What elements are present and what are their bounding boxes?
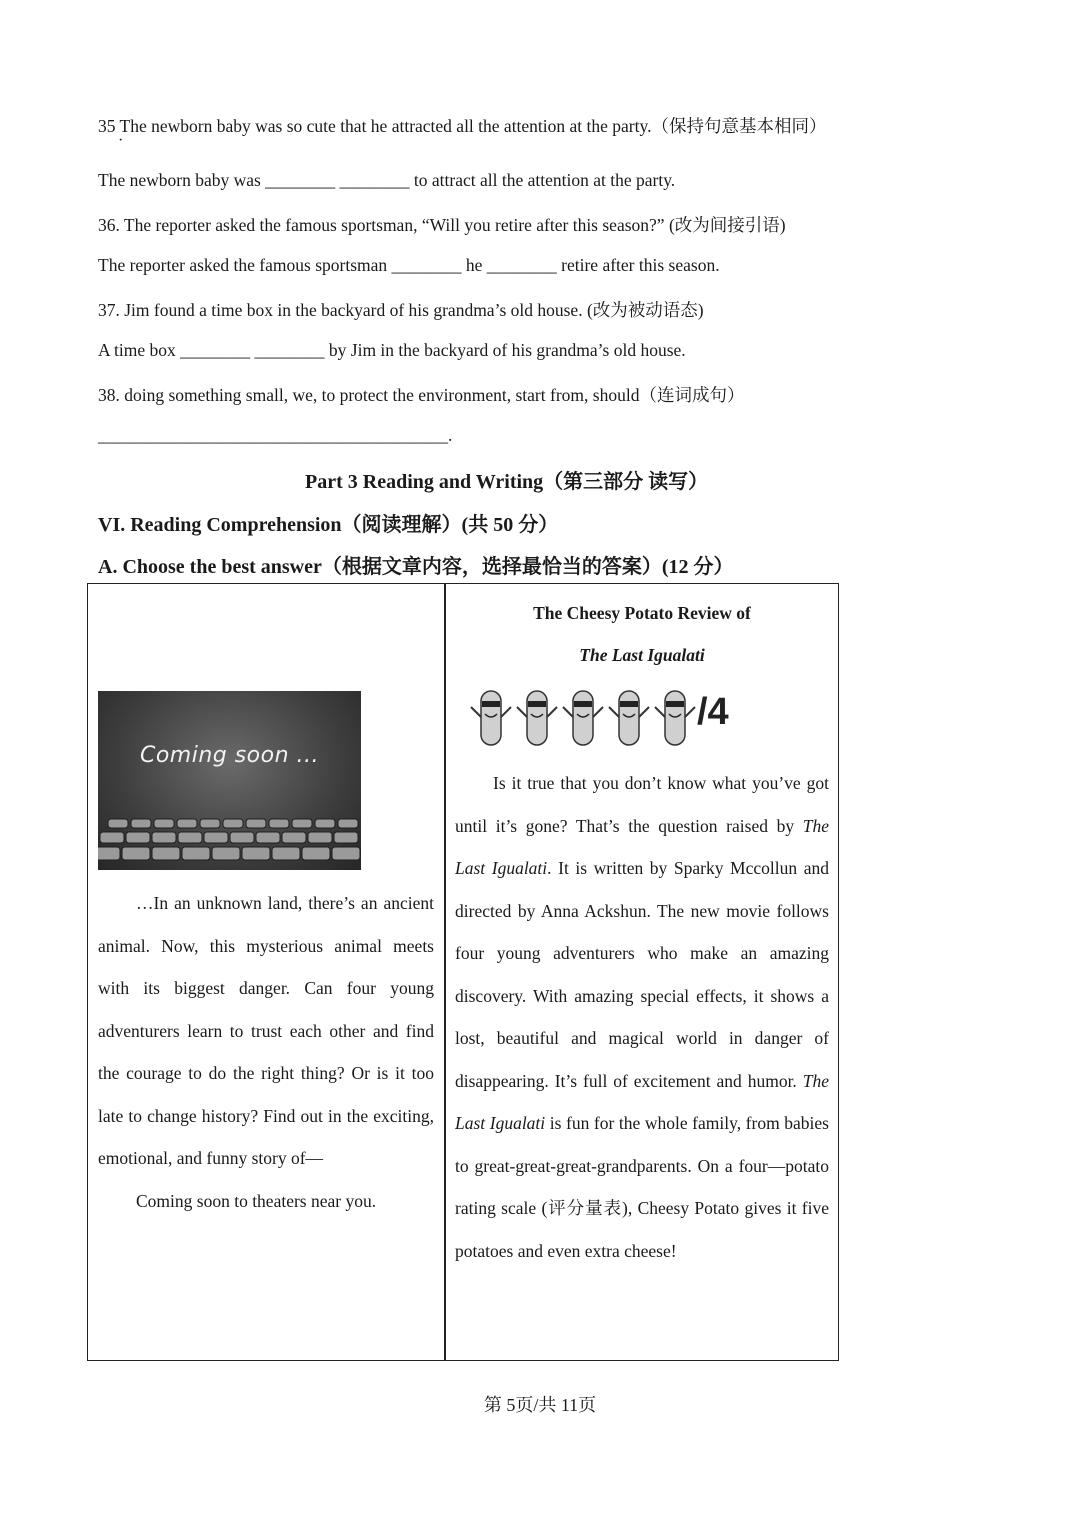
potato-icon — [563, 691, 603, 745]
poster-title: Coming soon ... — [139, 743, 320, 768]
page-number: 第 5页/共 11页 — [483, 1395, 597, 1415]
movie-title: The Last Igualati — [579, 645, 705, 665]
theater-seats-image — [98, 691, 361, 870]
review-title: The Cheesy Potato Review of — [533, 603, 751, 623]
q37-prompt: 37. Jim found a time box in the backyard of his grandma’s old house. (改为被动语态) — [98, 300, 704, 320]
q35-answer: The newborn baby was ________ ________ to attract all the attention at the party. — [98, 170, 676, 190]
potato-rating — [469, 687, 749, 749]
section6-heading: VI. Reading Comprehension（阅读理解）(共 50 分） — [98, 514, 559, 536]
column-divider — [444, 584, 446, 1360]
coming-soon-poster — [98, 691, 361, 870]
sectionA-heading: A. Choose the best answer（根据文章内容，选择最恰当的答案）(12 分） — [98, 556, 734, 578]
right-text — [455, 762, 829, 1272]
q36-prompt: 36. The reporter asked the famous sportsman, “Will you retire after this season?” (改为间接引语) — [98, 215, 786, 235]
left-paragraph: …In an unknown land, there’s an ancient animal. Now, this mysterious animal meets with its biggest danger. Can four young adventurers learn to trust each other and find the courage to do the right thing? Or is it too late to change history? Find out in the exciting, emotional, and funny story of— — [98, 893, 434, 1168]
left-cell — [98, 584, 434, 1360]
q38-prompt: 38. doing something small, we, to protect the environment, start from, should（连词成句） — [98, 385, 745, 405]
stray-dot: · — [118, 132, 124, 149]
right-cell — [455, 584, 829, 1360]
left-text — [98, 882, 434, 1222]
q36-answer: The reporter asked the famous sportsman ________ he ________ retire after this season. — [98, 255, 720, 275]
potato-icon — [517, 691, 557, 745]
part3-heading: Part 3 Reading and Writing（第三部分 读写） — [305, 471, 709, 493]
q37-answer: A time box ________ ________ by Jim in the backyard of his grandma’s old house. — [98, 340, 686, 360]
q35-prompt: 35 The newborn baby was so cute that he attracted all the attention at the party.（保持句意基本相同） — [98, 116, 827, 136]
reading-table — [87, 583, 839, 1361]
q38-answer: ________________________________________. — [98, 425, 453, 445]
left-closing: Coming soon to theaters near you. — [136, 1190, 377, 1211]
potato-icon — [609, 691, 649, 745]
potato-icon — [655, 691, 695, 745]
review-paragraph: Is it true that you don’t know what you’ve got until it’s gone? That’s the question raised by The Last Igualati. It is written by Sparky Mccollun and directed by Anna Ackshun. The new movie follows four young adventurers who make an amazing discovery. With amazing special effects, it shows a lost, beautiful and magical world in danger of disappearing. It’s full of excitement and humor. The Last Igualati is fun for the whole family, from babies to great-great-great-grandparents. On a four—potato rating scale (评分量表), Cheesy Potato gives it five potatoes and even extra cheese! — [455, 773, 829, 1261]
potato-icon — [471, 691, 511, 745]
rating-label: /4 — [697, 691, 729, 733]
